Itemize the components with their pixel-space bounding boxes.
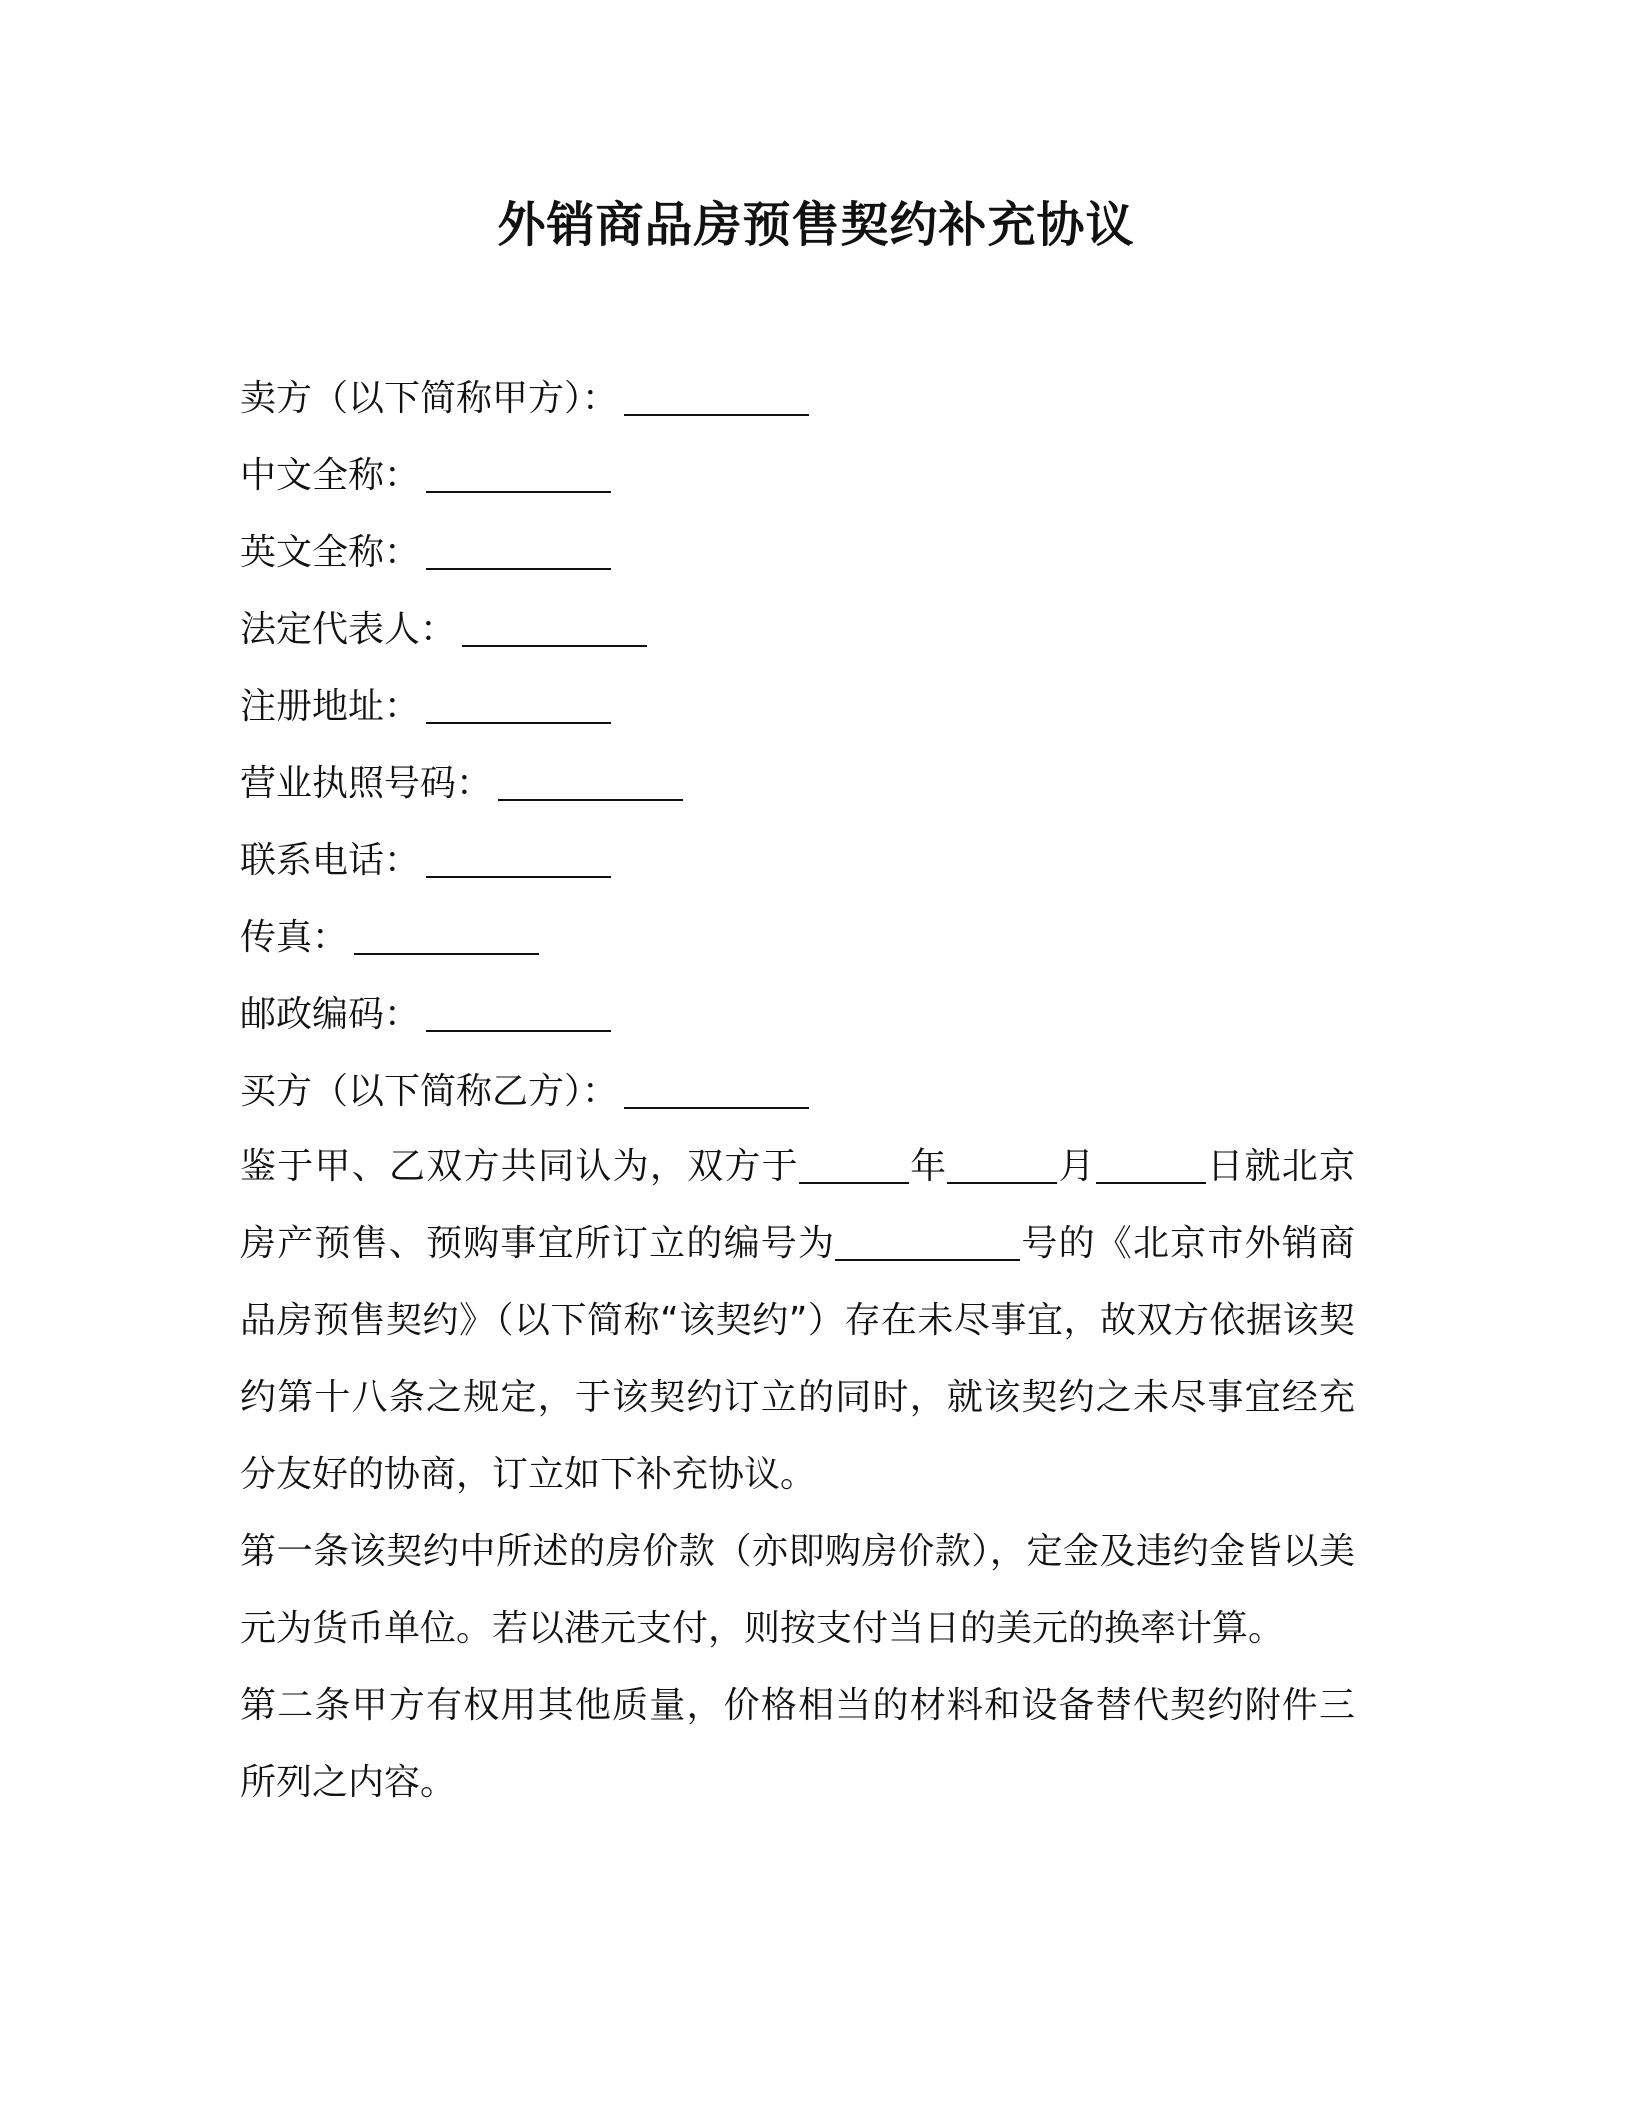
preamble-part1: 鉴于甲、乙双方共同认为，双方于 [240, 1146, 799, 1187]
field-chinese-name [240, 437, 1360, 514]
field-fax [240, 899, 1360, 976]
field-label: 注册地址： [240, 686, 421, 727]
field-seller [240, 360, 1360, 437]
field-label: 中文全称： [240, 455, 421, 496]
document-title: 外销商品房预售契约补充协议 [497, 197, 1135, 253]
day-blank [1096, 1142, 1206, 1184]
fill-blank [426, 528, 611, 570]
field-legal-representative [240, 591, 1360, 668]
month-label: 月 [1057, 1146, 1096, 1187]
field-label: 邮政编码： [240, 994, 421, 1035]
preamble-part2: 日就北京房产预售、预购事宜所订立的编号为 [240, 1146, 1355, 1264]
agreement-body [240, 1128, 1355, 1821]
year-label: 年 [908, 1146, 948, 1187]
field-label: 营业执照号码： [240, 763, 493, 804]
year-blank [799, 1142, 909, 1184]
field-label: 买方（以下简称乙方）： [240, 1071, 619, 1112]
contract-number-blank [835, 1219, 1020, 1261]
fill-blank [426, 990, 611, 1032]
party-info-fields [240, 360, 1360, 1130]
field-label: 英文全称： [240, 532, 421, 573]
fill-blank [624, 374, 809, 416]
field-english-name [240, 514, 1360, 591]
fill-blank [354, 913, 539, 955]
field-label: 卖方（以下简称甲方）： [240, 378, 619, 419]
fill-blank [498, 759, 683, 801]
fill-blank [426, 451, 611, 493]
field-label: 联系电话： [240, 840, 421, 881]
article-1: 第一条该契约中所述的房价款（亦即购房价款），定金及违约金皆以美元为货币单位。若以港元支付，则按支付当日的美元的换率计算。 [240, 1531, 1355, 1649]
field-phone [240, 822, 1360, 899]
field-buyer [240, 1053, 1360, 1130]
field-label: 传真： [240, 917, 349, 958]
field-business-license [240, 745, 1360, 822]
fill-blank [462, 605, 647, 647]
field-label: 法定代表人： [240, 609, 457, 650]
month-blank [947, 1142, 1057, 1184]
field-registered-address [240, 668, 1360, 745]
preamble-paragraph [240, 1128, 1355, 1513]
fill-blank [426, 682, 611, 724]
preamble-part3: 号的《北京市外销商品房预售契约》（以下简称“该契约”）存在未尽事宜，故双方依据该契约第十八条之规定，于该契约订立的同时，就该契约之未尽事宜经充分友好的协商，订立如下补充协议。 [240, 1223, 1355, 1495]
article-2: 第二条甲方有权用其他质量，价格相当的材料和设备替代契约附件三所列之内容。 [240, 1685, 1355, 1803]
fill-blank [624, 1067, 809, 1109]
fill-blank [426, 836, 611, 878]
field-postal-code [240, 976, 1360, 1053]
